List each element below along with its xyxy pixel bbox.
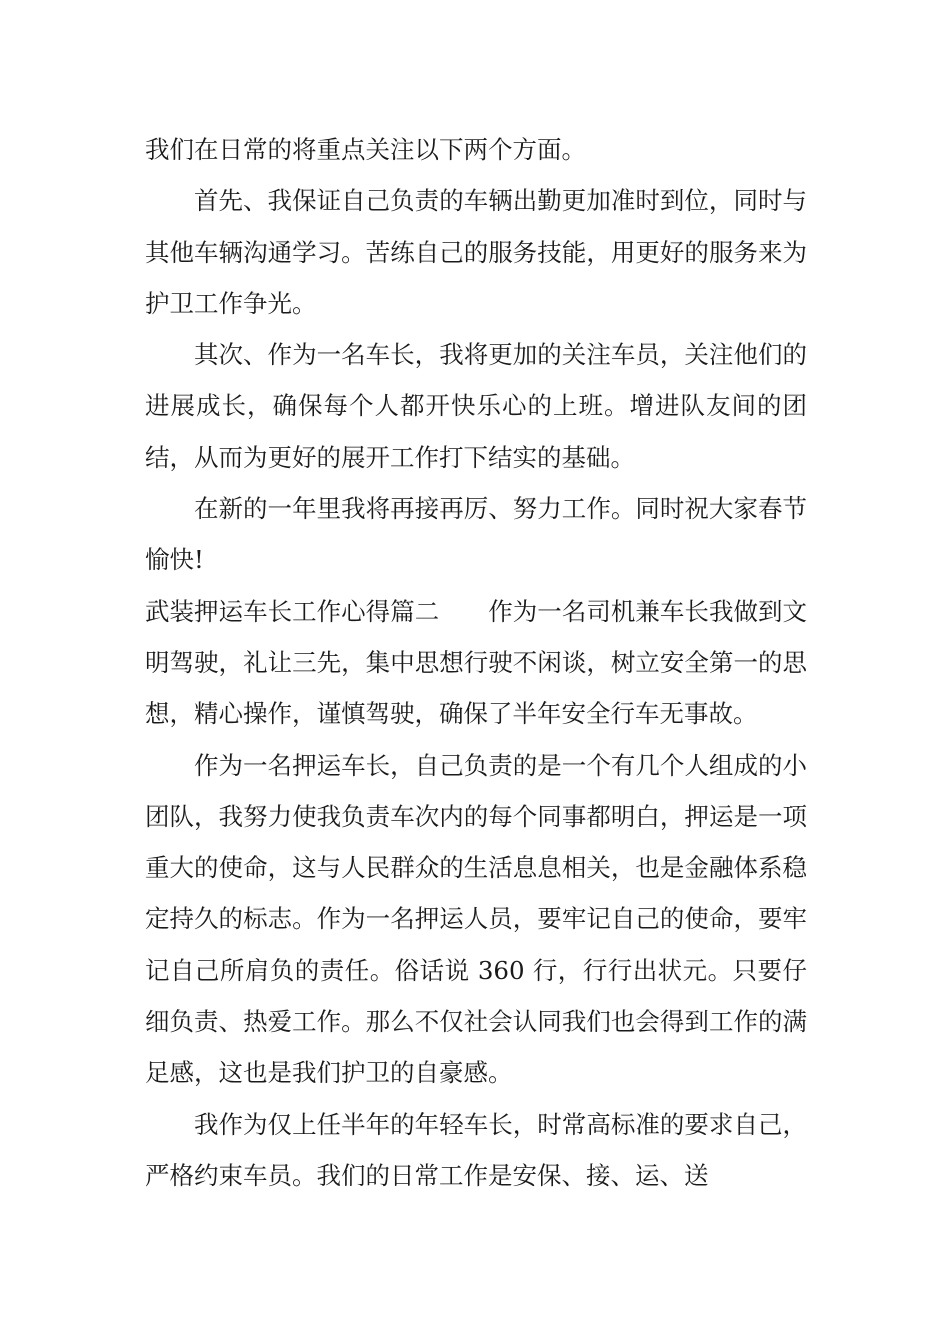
document-body xyxy=(145,124,807,1201)
paragraph-6: 作为一名押运车长，自己负责的是一个有几个人组成的小团队，我努力使我负责车次内的每个同事都明白，押运是一项重大的使命，这与人民群众的生活息息相关，也是金融体系稳定持久的标志。作为一名押运人员，要牢记自己的使命，要牢记自己所肩负的责任。俗话说 360 行，行行出状元。只要仔细负责、热爱工作。那么不仅社会认同我们也会得到工作的满足感，这也是我们护卫的自豪感。 xyxy=(145,750,807,1088)
paragraph-1: 我们在日常的将重点关注以下两个方面。 xyxy=(145,135,586,164)
paragraph-3: 其次、作为一名车长，我将更加的关注车员，关注他们的进展成长，确保每个人都开快乐心的上班。增进队友间的团结，从而为更好的展开工作打下结实的基础。 xyxy=(145,340,807,472)
paragraph-2: 首先、我保证自己负责的车辆出勤更加准时到位，同时与其他车辆沟通学习。苦练自己的服务技能，用更好的服务来为护卫工作争光。 xyxy=(145,186,807,318)
paragraph-4: 在新的一年里我将再接再厉、努力工作。同时祝大家春节愉快! xyxy=(145,494,807,575)
paragraph-7: 我作为仅上任半年的年轻车长，时常高标准的要求自己，严格约束车员。我们的日常工作是安保、接、运、送 xyxy=(145,1109,807,1190)
paragraph-5-section-heading: 武装押运车长工作心得篇二 作为一名司机兼车长我做到文明驾驶，礼让三先，集中思想行驶不闲谈，树立安全第一的思想，精心操作，谨慎驾驶，确保了半年安全行车无事故。 xyxy=(145,596,807,729)
